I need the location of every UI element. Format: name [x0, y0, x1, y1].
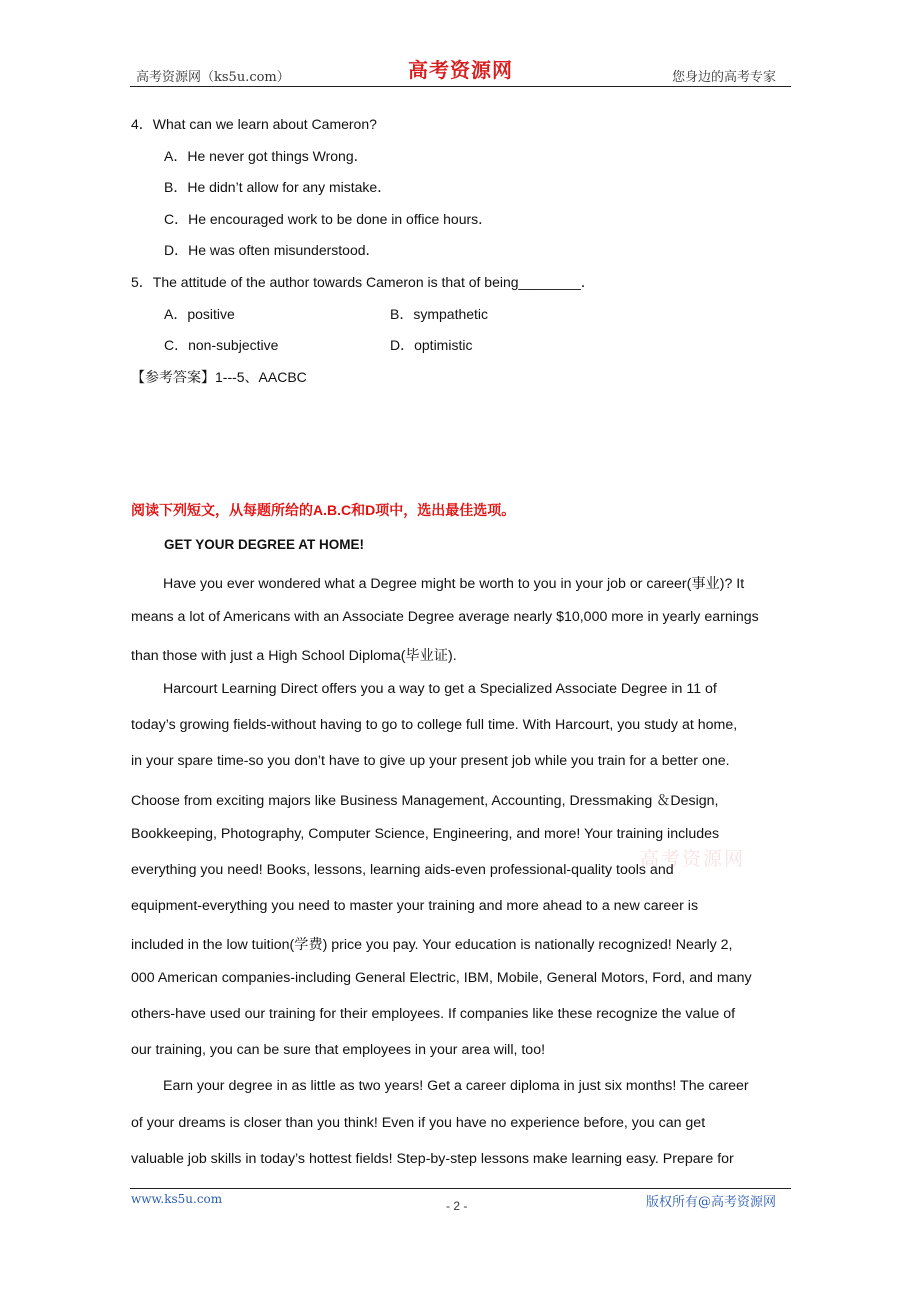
question-5-option-d: D．optimistic [390, 337, 473, 353]
passage-line: of your dreams is closer than you think! Even if you have no experience before, you can get [131, 1115, 706, 1131]
passage-line: Bookkeeping, Photography, Computer Science, Engineering, and more! Your training includes [131, 826, 720, 842]
question-5-option-a: A．positive [164, 306, 235, 322]
header-logo: 高考资源网 [408, 58, 513, 82]
passage-line: others-have used our training for their employees. If companies like these recognize the value of [131, 1006, 736, 1022]
passage-line: our training, you can be sure that employees in your area will, too! [131, 1042, 546, 1058]
answer-key: 【参考答案】1---5、AACBC [131, 369, 307, 385]
passage-line: Choose from exciting majors like Business Management, Accounting, Dressmaking ＆Design, [131, 793, 719, 809]
passage-line: than those with just a High School Diploma(毕业证). [131, 648, 457, 664]
question-4-option-d: D．He was often misunderstood． [164, 242, 380, 258]
question-4-option-c: C．He encouraged work to be done in office hours． [164, 211, 493, 227]
header-site-name: 高考资源网（ks5u.com） [136, 70, 290, 85]
page-number: - 2 - [446, 1199, 468, 1213]
passage-line: equipment-everything you need to master your training and more ahead to a new career is [131, 898, 699, 914]
passage-line: today’s growing fields-without having to go to college full time. With Harcourt, you study at home, [131, 717, 738, 733]
question-4-option-a: A．He never got things Wrong． [164, 148, 368, 164]
question-4-stem: 4．What can we learn about Cameron? [131, 116, 377, 132]
passage-line: Harcourt Learning Direct offers you a way to get a Specialized Associate Degree in 11 of [163, 681, 717, 697]
question-4-option-b: B．He didn’t allow for any mistake． [164, 179, 392, 195]
passage-title: GET YOUR DEGREE AT HOME! [164, 537, 365, 552]
passage-line: Have you ever wondered what a Degree might be worth to you in your job or career(事业)? It [163, 576, 745, 592]
question-5-option-b: B．sympathetic [390, 306, 489, 322]
footer-site-link[interactable]: www.ks5u.com [131, 1192, 223, 1206]
question-5-stem: 5．The attitude of the author towards Cameron is that of being________． [131, 274, 595, 290]
watermark: 高考资源网 [640, 848, 746, 870]
passage-line: means a lot of Americans with an Associate Degree average nearly $10,000 more in yearly earnings [131, 609, 759, 625]
header-slogan: 您身边的高考专家 [672, 70, 777, 85]
passage-line: Earn your degree in as little as two years! Get a career diploma in just six months! The career [163, 1078, 749, 1094]
footer-divider [130, 1188, 791, 1189]
footer-copyright: 版权所有@高考资源网 [646, 1195, 777, 1210]
passage-line: in your spare time-so you don’t have to give up your present job while you train for a better one. [131, 753, 730, 769]
question-5-option-c: C．non-subjective [164, 337, 279, 353]
passage-line: everything you need! Books, lessons, learning aids-even professional-quality tools and [131, 862, 674, 878]
reading-instruction: 阅读下列短文，从每题所给的A.B.C和D项中，选出最佳选项。 [131, 502, 516, 518]
passage-line: 000 American companies-including General Electric, IBM, Mobile, General Motors, Ford, and many [131, 970, 752, 986]
header-divider [130, 86, 791, 87]
passage-line: valuable job skills in today’s hottest fields! Step-by-step lessons make learning easy. Prepare for [131, 1151, 734, 1167]
passage-line: included in the low tuition(学费) price you pay. Your education is nationally recognized! Nearly 2, [131, 937, 733, 953]
